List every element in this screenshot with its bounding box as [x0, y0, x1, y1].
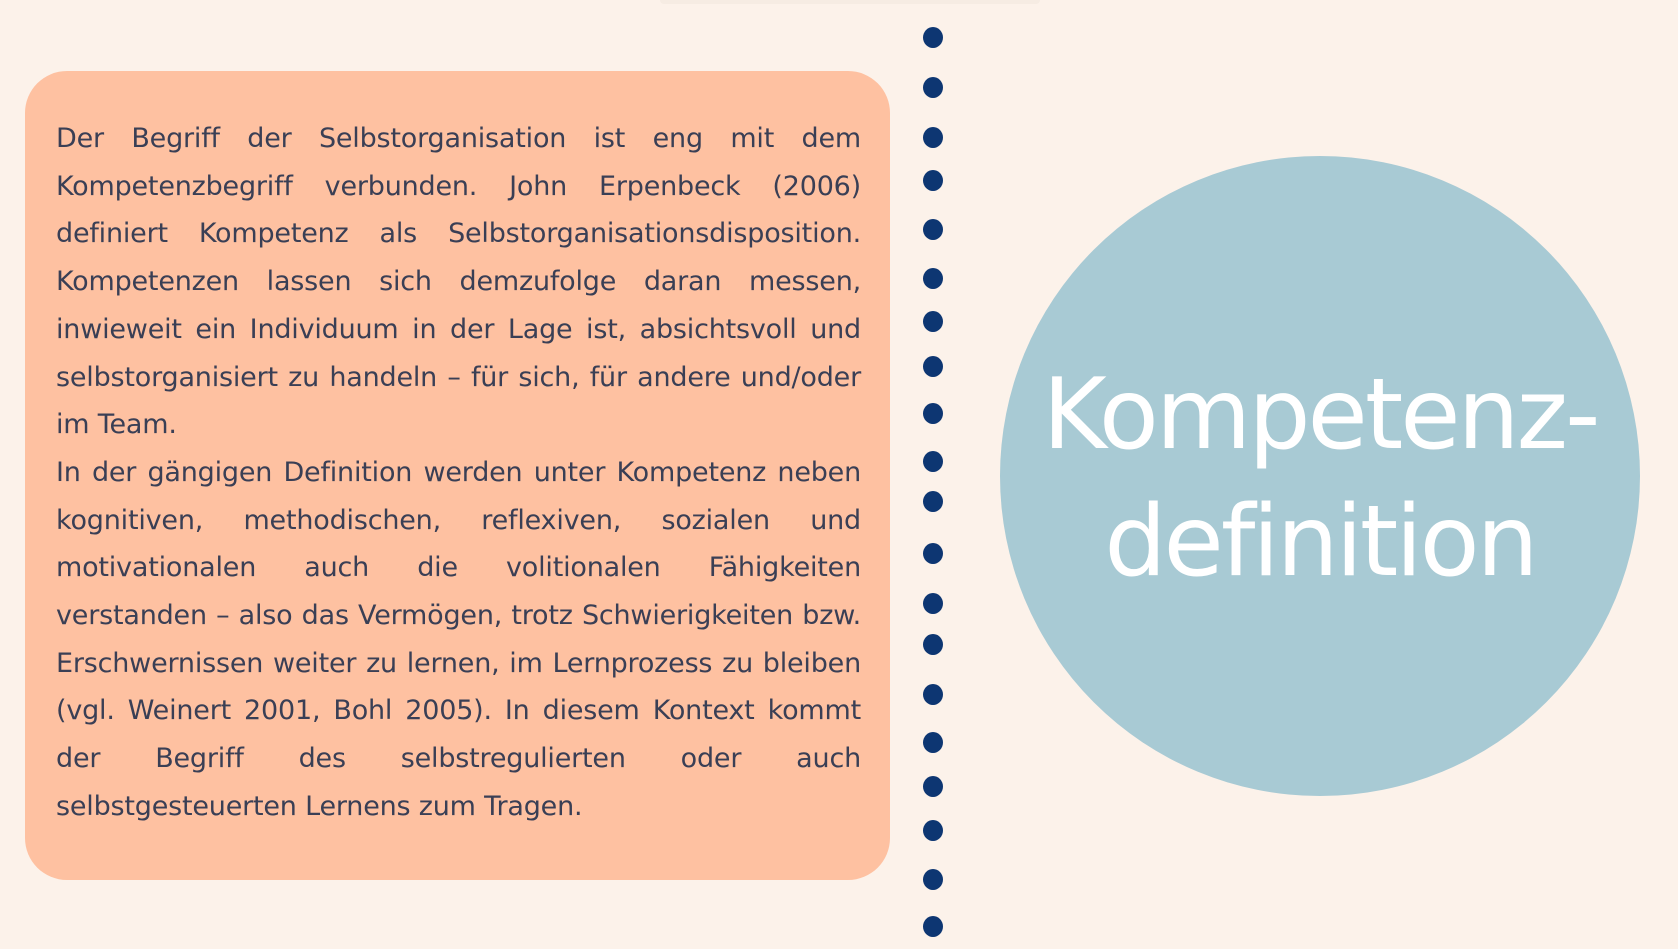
divider-dot: [923, 356, 943, 377]
page-title: [1000, 352, 1640, 606]
divider-dot: [923, 776, 943, 797]
divider-dot: [923, 820, 943, 841]
divider-dot: [923, 311, 943, 332]
divider-dot: [923, 77, 943, 98]
paragraph-selbstorganisation: Der Begriff der Selbstorganisation ist eng mit dem Kompetenzbegriff verbunden. John Erpenbeck (2006) definiert Kompetenz als Selbstorganisationsdisposition. Kompetenzen lassen sich demzufolge daran messen, inwieweit ein Individuum in der Lage ist, absichtsvoll und selbstorganisiert zu handeln – für sich, für andere und/oder im Team.: [56, 123, 861, 441]
dotted-divider: [923, 0, 945, 949]
divider-dot: [923, 268, 943, 289]
divider-dot: [923, 684, 943, 705]
divider-dot: [923, 634, 943, 655]
divider-dot: [923, 27, 943, 48]
divider-dot: [923, 451, 943, 472]
title-line-1: Kompetenz-: [1042, 358, 1598, 472]
divider-dot: [923, 869, 943, 890]
divider-dot: [923, 593, 943, 614]
title-line-2: definition: [1104, 485, 1536, 599]
divider-dot: [923, 543, 943, 564]
divider-dot: [923, 732, 943, 753]
divider-dot: [923, 916, 943, 937]
divider-dot: [923, 170, 943, 191]
text-card: [25, 71, 890, 880]
divider-dot: [923, 491, 943, 512]
divider-dot: [923, 219, 943, 240]
paragraph-definition: In der gängigen Definition werden unter Kompetenz neben kognitiven, methodischen, reflexiven, sozialen und motivationalen auch die volitionalen Fähigkeiten verstanden – also das Vermögen, trotz Schwierigkeiten bzw. Erschwernissen weiter zu lernen, im Lernprozess zu bleiben (vgl. Weinert 2001, Bohl 2005). In diesem Kontext kommt der Begriff des selbstregulierten oder auch selbstgesteuerten Lernens zum Tragen.: [56, 456, 861, 822]
divider-dot: [923, 403, 943, 424]
divider-dot: [923, 127, 943, 148]
top-decoration: [660, 0, 1040, 4]
